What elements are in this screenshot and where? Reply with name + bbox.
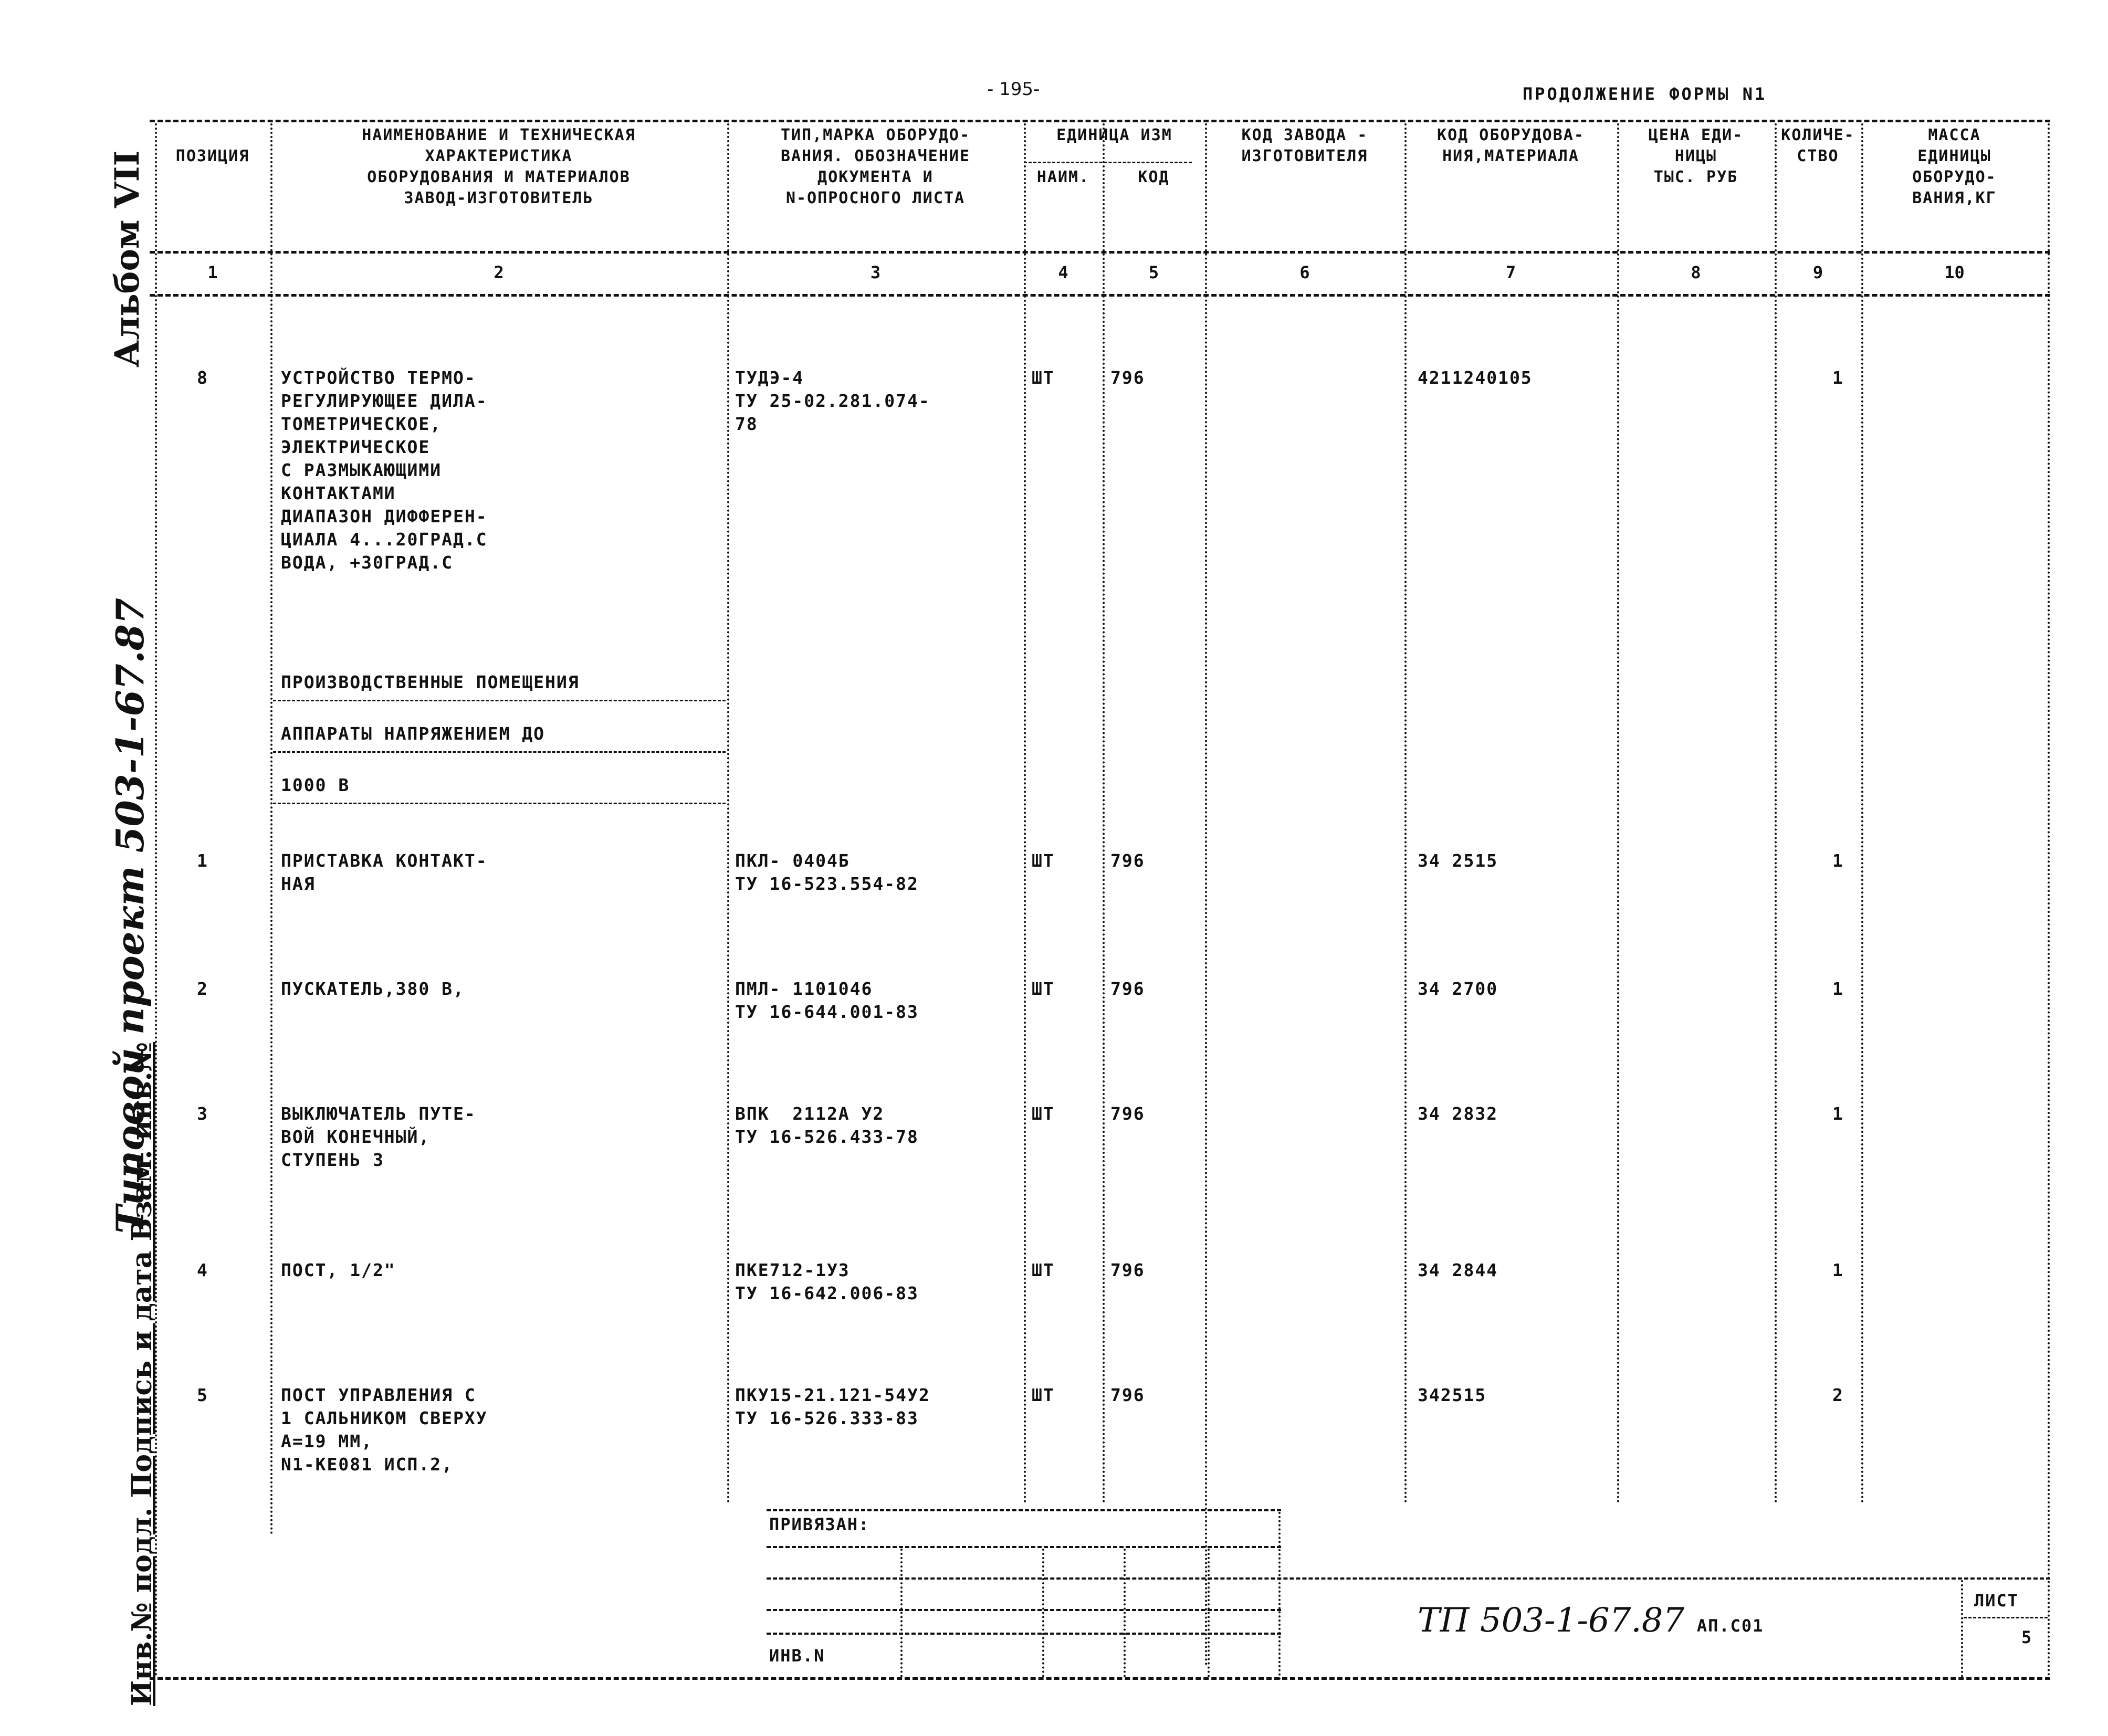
row-quantity: 1 (1832, 1260, 1844, 1280)
row-type: ПКЛ- 0404Б ТУ 16-523.554-82 (735, 850, 919, 894)
col-number: 1 (207, 262, 218, 282)
col-number: 2 (494, 262, 504, 282)
row-position: 5 (197, 1385, 208, 1405)
section-divider (273, 751, 726, 753)
row-unit: ШТ (1032, 1260, 1055, 1280)
stamp-line (767, 1609, 1281, 1611)
side-stamp-label: Инв.№ подл. Подпись и дата Взам. инв.№ (126, 1041, 158, 1706)
col-number: 7 (1505, 262, 1516, 282)
header-price: ЦЕНА ЕДИ- НИЦЫ ТЫС. РУБ (1648, 126, 1744, 186)
row-unit-code: 796 (1110, 979, 1145, 999)
row-quantity: 1 (1832, 367, 1844, 388)
header-factory-code: КОД ЗАВОДА - ИЗГОТОВИТЕЛЯ (1241, 126, 1368, 165)
stamp-right-border (1278, 1512, 1281, 1680)
row-unit-code: 796 (1110, 1103, 1145, 1124)
title-block-top-border (767, 1577, 2050, 1580)
row-type: ПКЕ712-1У3 ТУ 16-642.006-83 (735, 1260, 919, 1303)
row-type: ВПК 2112А У2 ТУ 16-526.433-78 (735, 1103, 919, 1147)
header-unit-code: КОД (1138, 168, 1170, 186)
document-suffix: АП.С01 (1696, 1616, 1764, 1636)
col-line-2 (727, 123, 729, 1504)
row-unit-code: 796 (1110, 1385, 1145, 1405)
row-type: ТУДЭ-4 ТУ 25-02.281.074- 78 (735, 367, 930, 434)
document-code-block (1418, 1601, 1764, 1640)
row-unit-code: 796 (1110, 850, 1145, 871)
stamp-line (767, 1546, 1281, 1548)
header-unit-name: НАИМ. (1036, 168, 1090, 186)
sheet-label: ЛИСТ (1974, 1591, 2019, 1611)
continuation-label: ПРОДОЛЖЕНИЕ ФОРМЫ N1 (1523, 84, 1767, 104)
row-position: 8 (197, 367, 208, 388)
unit-subheader-divider (1024, 162, 1192, 163)
sheet-box-border (1961, 1580, 1963, 1677)
header-quantity: КОЛИЧЕ- СТВО (1781, 126, 1855, 165)
col-line-0 (155, 123, 157, 1677)
row-unit: ШТ (1032, 1385, 1055, 1405)
stamp-inv-label: ИНВ.N (769, 1646, 825, 1666)
row-unit-code: 796 (1110, 367, 1145, 388)
row-name: ПОСТ, 1/2" (281, 1260, 396, 1280)
section-divider (273, 803, 726, 804)
row-equipment-code: 34 2515 (1418, 850, 1498, 871)
row-unit: ШТ (1032, 367, 1055, 388)
col-line-7 (1617, 123, 1619, 1504)
row-position: 3 (197, 1103, 208, 1124)
section-heading: 1000 В (281, 775, 350, 795)
document-code: ТП 503-1-67.87 (1418, 1601, 1685, 1640)
row-quantity: 1 (1832, 1103, 1844, 1124)
album-label: Альбом VII (108, 150, 147, 367)
header-unit: ЕДИНИЦА ИЗМ (1056, 126, 1172, 144)
col-number: 4 (1058, 262, 1068, 282)
col-line-6 (1404, 123, 1407, 1504)
row-position: 2 (197, 979, 208, 999)
row-position: 1 (197, 850, 208, 871)
header-bottom-border (150, 251, 2050, 254)
row-unit-code: 796 (1110, 1260, 1145, 1280)
row-unit: ШТ (1032, 979, 1055, 999)
stamp-top-border (767, 1509, 1281, 1511)
row-name: ВЫКЛЮЧАТЕЛЬ ПУТЕ- ВОЙ КОНЕЧНЫЙ, СТУПЕНЬ 3 (281, 1103, 476, 1170)
header-type: ТИП,МАРКА ОБОРУДО- ВАНИЯ. ОБОЗНАЧЕНИЕ ДОКУМЕНТА И N-ОПРОСНОГО ЛИСТА (780, 126, 971, 207)
row-unit: ШТ (1032, 1103, 1055, 1124)
row-position: 4 (197, 1260, 208, 1280)
table-top-border (150, 120, 2050, 122)
col-number: 5 (1148, 262, 1159, 282)
header-position: ПОЗИЦИЯ (175, 147, 250, 165)
stamp-col-line (1208, 1549, 1210, 1677)
row-equipment-code: 34 2700 (1418, 979, 1498, 999)
col-line-3 (1024, 123, 1026, 1504)
page-number: - 195- (987, 79, 1040, 100)
header-name: НАИМЕНОВАНИЕ И ТЕХНИЧЕСКАЯ ХАРАКТЕРИСТИКА ОБОРУДОВАНИЯ И МАТЕРИАЛОВ ЗАВОД-ИЗГОТОВИТЕЛЬ (362, 126, 636, 207)
stamp-col-line (1124, 1549, 1126, 1677)
col-line-5 (1205, 123, 1207, 1667)
project-label: Типовой проект 503-1-67.87 (108, 597, 152, 1234)
stamp-col-line (900, 1549, 903, 1677)
col-number: 3 (870, 262, 881, 282)
section-heading: АППАРАТЫ НАПРЯЖЕНИЕМ ДО (281, 723, 545, 744)
row-quantity: 1 (1832, 850, 1844, 871)
row-quantity: 2 (1832, 1385, 1844, 1405)
section-divider (273, 700, 726, 701)
table-bottom-border (150, 1677, 2050, 1680)
row-name: ПУСКАТЕЛЬ,380 В, (281, 979, 465, 999)
stamp-line (767, 1633, 1281, 1635)
row-unit: ШТ (1032, 850, 1055, 871)
row-name: ПОСТ УПРАВЛЕНИЯ С 1 САЛЬНИКОМ СВЕРХУ А=19 ММ, N1-КЕ081 ИСП.2, (281, 1385, 488, 1475)
col-number: 10 (1944, 262, 1965, 282)
col-number: 6 (1299, 262, 1310, 282)
row-name: ПРИСТАВКА КОНТАКТ- НАЯ (281, 850, 488, 894)
row-equipment-code: 342515 (1418, 1385, 1487, 1405)
stamp-bound-label: ПРИВЯЗАН: (769, 1514, 870, 1534)
col-line-8 (1775, 123, 1777, 1504)
col-number: 8 (1691, 262, 1701, 282)
row-quantity: 1 (1832, 979, 1844, 999)
row-type: ПМЛ- 1101046 ТУ 16-644.001-83 (735, 979, 919, 1022)
section-heading: ПРОИЗВОДСТВЕННЫЕ ПОМЕЩЕНИЯ (281, 672, 580, 692)
row-equipment-code: 4211240105 (1418, 367, 1533, 388)
col-line-9 (1861, 123, 1863, 1504)
row-equipment-code: 34 2832 (1418, 1103, 1498, 1124)
sheet-number: 5 (2021, 1627, 2033, 1647)
row-type: ПКУ15-21.121-54У2 ТУ 16-526.333-83 (735, 1385, 930, 1428)
col-line-10 (2048, 123, 2050, 1677)
col-line-1 (270, 123, 272, 1535)
stamp-col-line (1042, 1549, 1044, 1677)
row-equipment-code: 34 2844 (1418, 1260, 1498, 1280)
header-mass: МАССА ЕДИНИЦЫ ОБОРУДО- ВАНИЯ,КГ (1912, 126, 1997, 207)
row-name: УСТРОЙСТВО ТЕРМО- РЕГУЛИРУЮЩЕЕ ДИЛА- ТОМЕТРИЧЕСКОЕ, ЭЛЕКТРИЧЕСКОЕ С РАЗМЫКАЮЩИМИ КОНТАКТАМИ ДИАПАЗОН ДИФФЕРЕН- ЦИАЛА 4...20ГРАД.С ВОДА, +30ГРАД.С (281, 367, 488, 573)
sheet-divider (1964, 1617, 2048, 1618)
header-equipment-code: КОД ОБОРУДОВА- НИЯ,МАТЕРИАЛА (1437, 126, 1585, 165)
col-number: 9 (1812, 262, 1823, 282)
col-line-4 (1103, 123, 1105, 1504)
column-number-border (150, 294, 2050, 297)
